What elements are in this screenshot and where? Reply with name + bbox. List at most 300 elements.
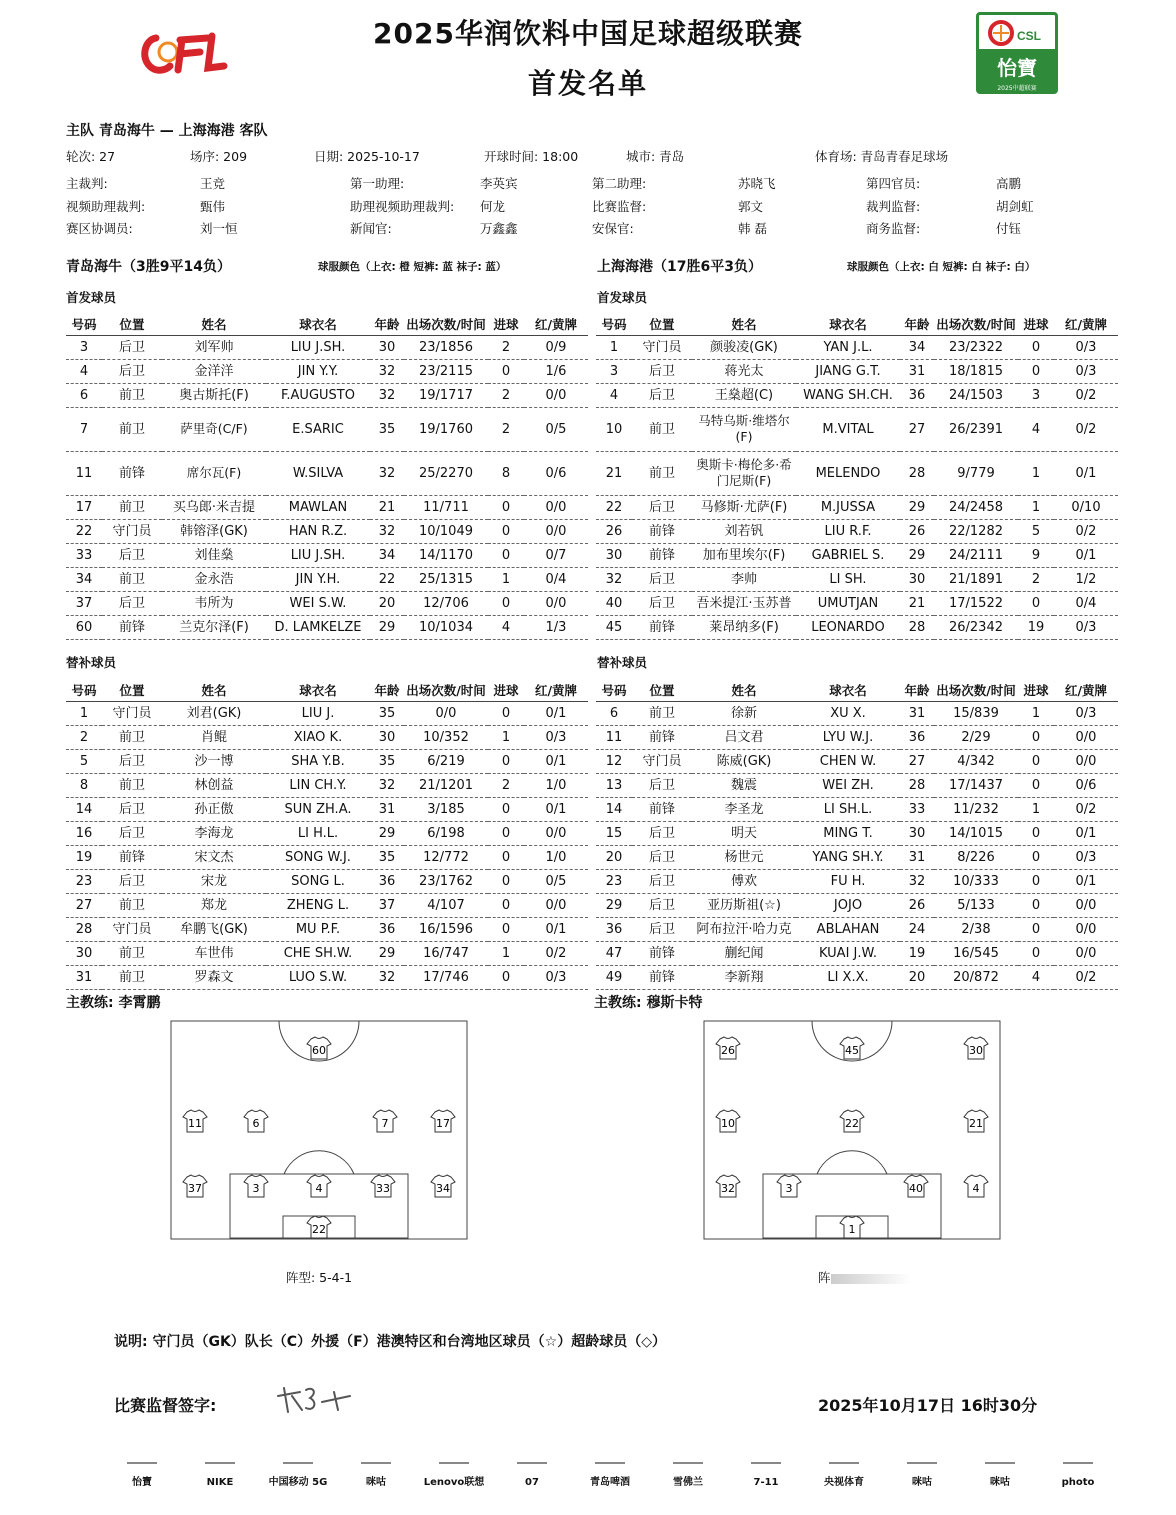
player-shirt-number: 1 <box>848 1223 856 1236</box>
column-header: 红/黄牌 <box>524 679 588 701</box>
table-cell: 36 <box>900 383 934 407</box>
table-row <box>66 893 588 917</box>
signature-label: 比赛监督签字: <box>114 1396 217 1415</box>
sponsor-caption-mark <box>334 1460 418 1474</box>
player-shirt-number: 3 <box>785 1182 793 1195</box>
sponsor-logo <box>646 1460 730 1506</box>
table-cell: JIANG G.T. <box>796 359 900 383</box>
table-cell: 23/2322 <box>934 335 1018 359</box>
table-cell: 26/2342 <box>934 615 1018 639</box>
player-shirt-icon <box>244 1175 268 1197</box>
table-cell: 26 <box>596 519 632 543</box>
table-cell: 8/226 <box>934 845 1018 869</box>
table-cell: 29 <box>596 893 632 917</box>
table-cell: 3/185 <box>404 797 488 821</box>
table-row <box>66 701 588 725</box>
player-shirt-number: 30 <box>969 1044 983 1057</box>
table-cell: 0 <box>488 893 524 917</box>
table-cell: SONG L. <box>266 869 370 893</box>
column-header: 姓名 <box>692 679 796 701</box>
column-header: 红/黄牌 <box>1054 313 1118 335</box>
table-row <box>66 567 588 591</box>
table-cell: KUAI J.W. <box>796 941 900 965</box>
table-cell: 金洋洋 <box>162 359 266 383</box>
table-cell: 0/5 <box>524 407 588 451</box>
table-cell: 0 <box>1018 725 1054 749</box>
table-cell: 后卫 <box>632 845 692 869</box>
table-row <box>66 749 588 773</box>
table-cell: 0/2 <box>1054 383 1118 407</box>
table-cell: LUO S.W. <box>266 965 370 989</box>
home-starters-table <box>66 313 588 640</box>
table-cell: 0 <box>1018 335 1054 359</box>
column-header: 年龄 <box>900 679 934 701</box>
table-cell: M.VITAL <box>796 407 900 451</box>
table-cell: 33 <box>900 797 934 821</box>
table-cell: 沙一博 <box>162 749 266 773</box>
table-cell: 后卫 <box>632 917 692 941</box>
table-cell: 28 <box>900 451 934 495</box>
table-cell: 0 <box>1018 359 1054 383</box>
table-cell: 0 <box>488 495 524 519</box>
player-shirt-number: 34 <box>436 1182 450 1195</box>
table-cell: 0 <box>488 591 524 615</box>
table-cell: LEONARDO <box>796 615 900 639</box>
signature-image <box>272 1382 362 1418</box>
table-row <box>66 965 588 989</box>
table-cell: 4 <box>1018 407 1054 451</box>
table-cell: 前卫 <box>632 701 692 725</box>
table-cell: 32 <box>370 383 404 407</box>
table-cell: 后卫 <box>102 749 162 773</box>
table-row <box>66 519 588 543</box>
table-cell: 0/1 <box>1054 869 1118 893</box>
away-team-name: 上海海港（17胜6平3负） <box>597 259 762 275</box>
column-header: 出场次数/时间 <box>404 313 488 335</box>
table-row <box>66 845 588 869</box>
table-cell: 李新翔 <box>692 965 796 989</box>
player-shirt-icon <box>373 1110 397 1132</box>
table-cell: 0/4 <box>524 567 588 591</box>
table-cell: 1 <box>596 335 632 359</box>
match-seq: 场序: 209 <box>190 149 248 164</box>
table-cell: 28 <box>900 773 934 797</box>
column-header: 进球 <box>1018 679 1054 701</box>
table-cell: 8 <box>66 773 102 797</box>
player-shirt-number: 11 <box>188 1117 202 1130</box>
table-cell: 10/1049 <box>404 519 488 543</box>
table-cell: 前卫 <box>102 495 162 519</box>
table-cell: 0 <box>1018 941 1054 965</box>
table-cell: 0 <box>1018 821 1054 845</box>
match-kickoff: 开球时间: 18:00 <box>484 149 579 164</box>
table-row <box>66 869 588 893</box>
table-cell: YANG SH.Y. <box>796 845 900 869</box>
table-row <box>596 773 1118 797</box>
home-formation: 阵型: 5-4-1 <box>286 1270 353 1285</box>
table-row <box>596 451 1118 495</box>
csl-ball-icon <box>979 15 1055 49</box>
table-cell: 金永浩 <box>162 567 266 591</box>
sponsor-bar <box>100 1460 1130 1506</box>
table-row <box>66 615 588 639</box>
table-row <box>596 615 1118 639</box>
table-cell: 0/0 <box>1054 917 1118 941</box>
table-cell: 11 <box>596 725 632 749</box>
official-name: 胡剑虹 <box>996 199 1034 214</box>
signature-date: 2025年10月17日 16时30分 <box>818 1396 1038 1415</box>
table-cell: 陈威(GK) <box>692 749 796 773</box>
table-cell: 35 <box>370 407 404 451</box>
sponsor-logo <box>256 1460 340 1506</box>
match-teams: 主队 青岛海牛 — 上海海港 客队 <box>66 123 268 139</box>
official-name: 李英宾 <box>480 176 518 191</box>
table-cell: 守门员 <box>102 519 162 543</box>
table-cell: 40 <box>596 591 632 615</box>
table-cell: 奥斯卡·梅伦多·希门尼斯(F) <box>692 451 796 495</box>
table-cell: 11/711 <box>404 495 488 519</box>
table-cell: 1 <box>1018 451 1054 495</box>
table-cell: 0/1 <box>524 917 588 941</box>
official-name: 高鹏 <box>996 176 1022 191</box>
table-cell: 0 <box>1018 893 1054 917</box>
table-cell: 34 <box>370 543 404 567</box>
sponsor-name: Lenovo联想 <box>423 1477 485 1488</box>
table-cell: 后卫 <box>632 383 692 407</box>
table-row <box>596 495 1118 519</box>
player-shirt-number: 40 <box>909 1182 923 1195</box>
table-row <box>66 773 588 797</box>
table-cell: D. LAMKELZE <box>266 615 370 639</box>
player-shirt-icon <box>777 1175 801 1197</box>
table-cell: 0/0 <box>1054 749 1118 773</box>
table-cell: 2/29 <box>934 725 1018 749</box>
sponsor-logo <box>178 1460 262 1506</box>
table-cell: 林创益 <box>162 773 266 797</box>
table-row <box>66 543 588 567</box>
table-cell: 21 <box>370 495 404 519</box>
table-cell: 4/107 <box>404 893 488 917</box>
table-cell: 0 <box>488 701 524 725</box>
table-cell: 2/38 <box>934 917 1018 941</box>
table-cell: 前锋 <box>632 797 692 821</box>
official-role: 商务监督: <box>866 221 921 236</box>
table-cell: 宋文杰 <box>162 845 266 869</box>
player-shirt-icon <box>964 1175 988 1197</box>
table-cell: 兰克尔泽(F) <box>162 615 266 639</box>
table-cell: 后卫 <box>102 869 162 893</box>
pitch-line <box>817 1151 887 1174</box>
table-cell: ZHENG L. <box>266 893 370 917</box>
table-cell: 36 <box>900 725 934 749</box>
table-cell: 11 <box>66 451 102 495</box>
table-cell: 0/2 <box>1054 965 1118 989</box>
sponsor-caption-mark <box>1036 1460 1120 1474</box>
table-cell: 0 <box>1018 773 1054 797</box>
table-row <box>596 821 1118 845</box>
sponsor-name: 青岛啤酒 <box>590 1477 630 1488</box>
match-round: 轮次: 27 <box>66 149 116 164</box>
table-cell: 0/1 <box>1054 451 1118 495</box>
table-cell: ABLAHAN <box>796 917 900 941</box>
csl-logo-caption: 2025中超联赛 <box>997 85 1037 92</box>
table-cell: 14/1015 <box>934 821 1018 845</box>
table-cell: 20 <box>900 965 934 989</box>
table-cell: 傅欢 <box>692 869 796 893</box>
column-header: 位置 <box>102 679 162 701</box>
table-cell: 后卫 <box>102 335 162 359</box>
table-cell: 0/0 <box>524 495 588 519</box>
table-cell: 0 <box>1018 749 1054 773</box>
table-cell: 47 <box>596 941 632 965</box>
column-header: 年龄 <box>900 313 934 335</box>
table-cell: 22 <box>596 495 632 519</box>
table-cell: 6 <box>596 701 632 725</box>
table-cell: JOJO <box>796 893 900 917</box>
table-cell: LI SH. <box>796 567 900 591</box>
table-cell: 1 <box>488 725 524 749</box>
table-cell: 1/0 <box>524 845 588 869</box>
table-cell: 后卫 <box>632 495 692 519</box>
table-cell: 24 <box>900 917 934 941</box>
column-header: 号码 <box>66 313 102 335</box>
table-cell: 0/2 <box>1054 797 1118 821</box>
table-cell: 21/1201 <box>404 773 488 797</box>
table-cell: 36 <box>370 869 404 893</box>
table-cell: XIAO K. <box>266 725 370 749</box>
sponsor-logo <box>958 1460 1042 1506</box>
table-cell: 前卫 <box>102 965 162 989</box>
player-shirt-icon <box>964 1110 988 1132</box>
table-cell: 30 <box>370 725 404 749</box>
table-cell: 24/2111 <box>934 543 1018 567</box>
column-header: 红/黄牌 <box>1054 679 1118 701</box>
column-header: 姓名 <box>162 679 266 701</box>
table-cell: 29 <box>900 495 934 519</box>
table-row <box>596 893 1118 917</box>
sponsor-logo <box>880 1460 964 1506</box>
table-cell: 9 <box>1018 543 1054 567</box>
table-cell: 0/3 <box>524 725 588 749</box>
table-cell: MING T. <box>796 821 900 845</box>
sponsor-logo <box>100 1460 184 1506</box>
table-cell: 0/2 <box>1054 407 1118 451</box>
player-shirt-number: 4 <box>315 1182 323 1195</box>
table-cell: GABRIEL S. <box>796 543 900 567</box>
table-cell: W.SILVA <box>266 451 370 495</box>
official-role: 助理视频助理裁判: <box>350 199 455 214</box>
table-cell: 0 <box>488 845 524 869</box>
table-cell: 0/5 <box>524 869 588 893</box>
table-row <box>596 965 1118 989</box>
player-shirt-icon <box>840 1216 864 1238</box>
table-cell: 前卫 <box>102 893 162 917</box>
table-cell: LIU J.SH. <box>266 335 370 359</box>
table-cell: 24/1503 <box>934 383 1018 407</box>
away-starters-table <box>596 313 1118 640</box>
table-cell: 0/6 <box>1054 773 1118 797</box>
table-cell: 王燊超(C) <box>692 383 796 407</box>
table-cell: 1/0 <box>524 773 588 797</box>
table-cell: 后卫 <box>632 591 692 615</box>
table-cell: 0/0 <box>524 519 588 543</box>
sponsor-logo <box>490 1460 574 1506</box>
table-cell: 25/2270 <box>404 451 488 495</box>
table-cell: 后卫 <box>102 821 162 845</box>
table-row <box>596 917 1118 941</box>
column-header: 年龄 <box>370 313 404 335</box>
table-cell: 2 <box>66 725 102 749</box>
table-cell: 0/0 <box>1054 725 1118 749</box>
table-cell: 30 <box>370 335 404 359</box>
table-cell: WANG SH.CH. <box>796 383 900 407</box>
match-venue: 体育场: 青岛青春足球场 <box>815 149 949 164</box>
table-cell: 4 <box>596 383 632 407</box>
table-cell: LIU J.SH. <box>266 543 370 567</box>
table-cell: 前卫 <box>102 773 162 797</box>
table-cell: 刘若钒 <box>692 519 796 543</box>
player-shirt-icon <box>840 1110 864 1132</box>
table-cell: SONG W.J. <box>266 845 370 869</box>
home-team-name: 青岛海牛（3胜9平14负） <box>66 259 231 275</box>
table-cell: 20/872 <box>934 965 1018 989</box>
player-shirt-number: 37 <box>188 1182 202 1195</box>
table-cell: 31 <box>900 845 934 869</box>
table-cell: 前卫 <box>102 407 162 451</box>
table-cell: F.AUGUSTO <box>266 383 370 407</box>
table-cell: 6 <box>66 383 102 407</box>
official-name: 苏晓飞 <box>738 176 776 191</box>
table-cell: 31 <box>900 701 934 725</box>
away-formation-label: 阵 <box>818 1270 831 1285</box>
table-cell: 0/0 <box>524 383 588 407</box>
table-row <box>66 335 588 359</box>
table-cell: 34 <box>900 335 934 359</box>
table-cell: 26/2391 <box>934 407 1018 451</box>
table-cell: 后卫 <box>632 893 692 917</box>
sponsor-caption-mark <box>958 1460 1042 1474</box>
table-cell: 前卫 <box>102 941 162 965</box>
table-cell: 25/1315 <box>404 567 488 591</box>
table-cell: 23 <box>596 869 632 893</box>
table-cell: 李帅 <box>692 567 796 591</box>
table-cell: 吕文君 <box>692 725 796 749</box>
table-cell: 0/0 <box>524 821 588 845</box>
table-cell: 李圣龙 <box>692 797 796 821</box>
table-cell: 15/839 <box>934 701 1018 725</box>
table-cell: 亚历斯祖(☆) <box>692 893 796 917</box>
column-header: 位置 <box>632 679 692 701</box>
sponsor-logo <box>802 1460 886 1506</box>
player-shirt-number: 17 <box>436 1117 450 1130</box>
table-cell: 莱昂纳多(F) <box>692 615 796 639</box>
table-cell: 前锋 <box>632 941 692 965</box>
official-role: 第二助理: <box>592 176 647 191</box>
table-cell: 0 <box>1018 845 1054 869</box>
table-cell: 10/333 <box>934 869 1018 893</box>
table-cell: 10/1034 <box>404 615 488 639</box>
table-cell: 32 <box>370 359 404 383</box>
table-cell: 牟鹏飞(GK) <box>162 917 266 941</box>
table-row <box>66 797 588 821</box>
table-cell: 7 <box>66 407 102 451</box>
table-cell: 21 <box>900 591 934 615</box>
table-row <box>596 567 1118 591</box>
table-cell: 前卫 <box>632 451 692 495</box>
table-cell: 4 <box>488 615 524 639</box>
sponsor-logo <box>568 1460 652 1506</box>
table-row <box>596 845 1118 869</box>
player-shirt-number: 33 <box>376 1182 390 1195</box>
table-cell: 28 <box>900 615 934 639</box>
table-cell: 李海龙 <box>162 821 266 845</box>
table-cell: 前锋 <box>632 519 692 543</box>
away-kit-colors: 球服颜色（上衣: 白 短裤: 白 袜子: 白） <box>847 261 1036 273</box>
table-cell: 0/0 <box>524 591 588 615</box>
match-city: 城市: 青岛 <box>626 149 685 164</box>
table-cell: CHEN W. <box>796 749 900 773</box>
column-header: 出场次数/时间 <box>934 679 1018 701</box>
column-header: 姓名 <box>692 313 796 335</box>
table-cell: 前锋 <box>102 845 162 869</box>
table-cell: 36 <box>596 917 632 941</box>
table-cell: 车世伟 <box>162 941 266 965</box>
player-shirt-number: 60 <box>312 1044 326 1057</box>
table-cell: 23/1856 <box>404 335 488 359</box>
official-name: 郭文 <box>738 199 764 214</box>
player-shirt-number: 26 <box>721 1044 735 1057</box>
table-cell: 22 <box>66 519 102 543</box>
table-cell: 1 <box>1018 495 1054 519</box>
table-cell: 刘佳燊 <box>162 543 266 567</box>
table-row <box>596 725 1118 749</box>
sponsor-caption-mark <box>646 1460 730 1474</box>
table-cell: 徐新 <box>692 701 796 725</box>
table-cell: 45 <box>596 615 632 639</box>
table-row <box>596 591 1118 615</box>
player-shirt-number: 32 <box>721 1182 735 1195</box>
table-cell: 30 <box>66 941 102 965</box>
player-shirt-icon <box>716 1110 740 1132</box>
table-cell: 1 <box>488 567 524 591</box>
table-cell: 前锋 <box>632 543 692 567</box>
table-cell: 30 <box>596 543 632 567</box>
table-cell: 0/1 <box>1054 543 1118 567</box>
column-header: 球衣名 <box>796 313 900 335</box>
table-cell: UMUTJAN <box>796 591 900 615</box>
table-cell: CHE SH.W. <box>266 941 370 965</box>
table-cell: 8 <box>488 451 524 495</box>
table-cell: 0/0 <box>404 701 488 725</box>
table-cell: 0/10 <box>1054 495 1118 519</box>
table-cell: 0/3 <box>1054 335 1118 359</box>
player-shirt-icon <box>183 1175 207 1197</box>
table-cell: 36 <box>370 917 404 941</box>
pitch-line <box>284 1151 354 1174</box>
table-cell: 蒯纪闻 <box>692 941 796 965</box>
sponsor-caption-mark <box>100 1460 184 1474</box>
page-title: 2025华润饮料中国足球超级联赛 <box>373 17 803 50</box>
home-starters-label: 首发球员 <box>66 290 117 305</box>
table-cell: 32 <box>370 965 404 989</box>
player-shirt-icon <box>431 1110 455 1132</box>
table-cell: 0 <box>488 359 524 383</box>
table-cell: 35 <box>370 845 404 869</box>
table-row <box>596 749 1118 773</box>
table-cell: 1 <box>66 701 102 725</box>
table-cell: 32 <box>596 567 632 591</box>
table-cell: 后卫 <box>102 543 162 567</box>
